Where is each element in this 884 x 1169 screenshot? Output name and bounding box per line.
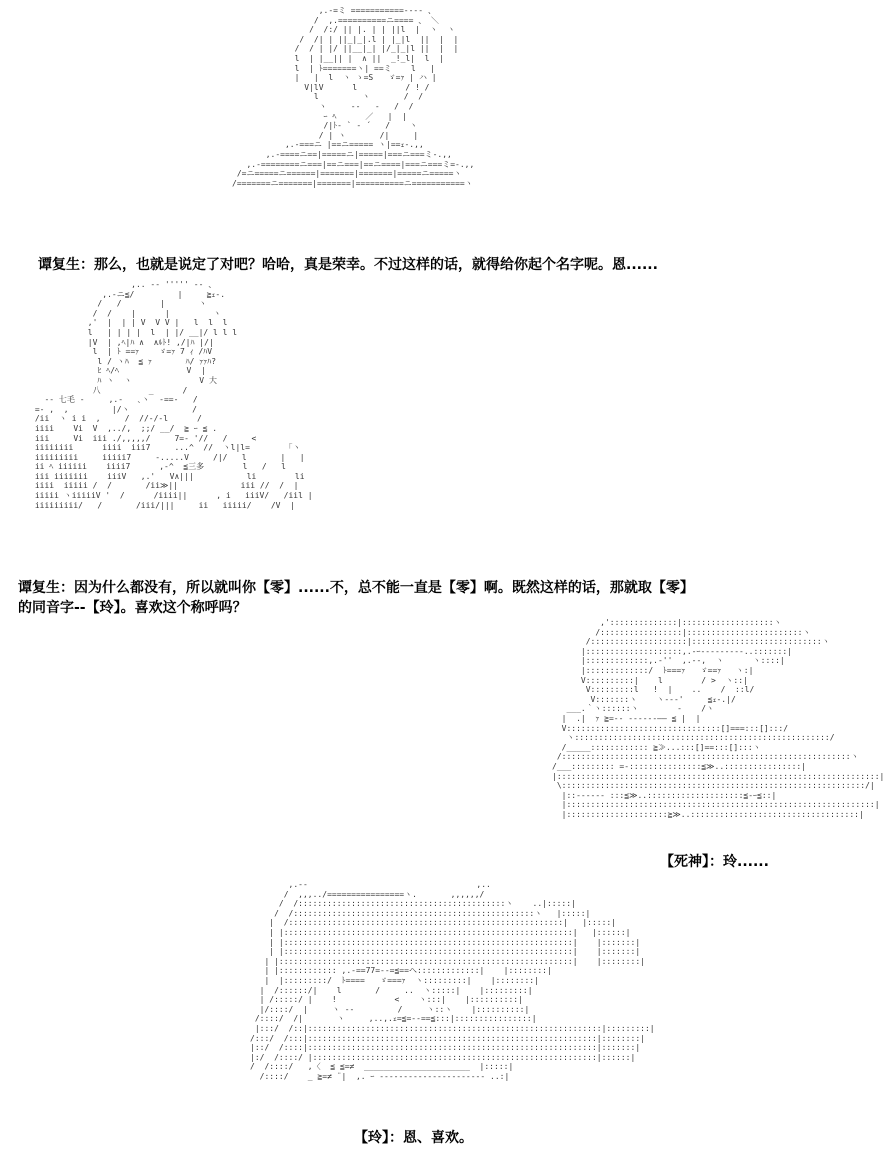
- dialogue-line-2b: 的同音字--【玲】。喜欢这个称呼吗？: [18, 600, 247, 616]
- ascii-art-shinigami: ,'::::::::::::::|:::::::::::::::::::ヽ /:::::::::::::::::|::::::::::::::::::::::::ヽ /::::::::::::::::::::|:::::::::::::::::::::::::::ヽ |::::::::::::::::::::,.-ｰ----‐‐‐‐-..:::::::| |:::::::::::::,.-'' ,.--, ヽ ヽ::::| |:::::::::::::/ ﾄ===ｧ ゞ==ｧ ヽ:| V::::::::::| l / > ヽ::| V:::::::::l ! | .. / ::l/ V:::::::ヽ ヽ--‐' ≦ｪ-.|/ ___.｀ヽ::::::ヽ - /ヽ | .| ｧ ≧=-‐ ----‐‐―― ≦ | | V::::::::::::::::::::::::::::::::[]===:::[]:::/ ヽ:::::::::::::::::::::::::::::::::::::::::::::::::::::/ /_____:::::::::::: ≧≫...:::[]==:::[]:::ヽ /::::::::::::::::::::::::::::::::::::::::::::::::::::::::::::ヽ /___::::::::: =-:::::::::::::::≦≫..::::::::::::::::| |:::::::::::::::::::::::::::::::::::::::::::::::::::::::::::::::::::| \:::::::::::::::::::::::::::::::::::::::::::::::::::::::::::::::/| |::------ :::≦≫..::::::::::::::::::::≦-ｰ≦::| |::::::::::::::::::::::::::::::::::::::::::::::::::::::::::::::::| |:::::::::::::::::::::≧≫..:::::::::::::::::::::::::::::::::::|: [552, 618, 884, 819]
- dialogue-line-1: 谭复生：那么，也就是说定了对吧？哈哈，真是荣幸。不过这样的话，就得给你起个名字呢。恩......: [38, 257, 658, 273]
- dialogue-line-3: 【死神】：玲......: [660, 854, 769, 870]
- ascii-art-tan-fusheng: ,.-=ミ ===========---- 、 / ,.==========ニ==== 、 ＼ / /:/ || |. | | ||l | ヽ ヽ / /| | ||_|_|.l | |_|l || | | / / | |/ ||__|_| |/_|_|l || | | l | |__|| | ∧ || _!_l| l | l | ﾄ=======ヽ| ==ミ l | | | l ヽ ゝ=S ゞ=ｧ | ハ | V|lV l / ! / l ヽ / / ヽ -- - / / ｰ ﾍ ／ | | /|ﾄ- ` ‐ ´ / ヽ / | ヽ /| | ,.-===ニ |==ニ===== ヽ|==ｪ-.,, ,.-====ニ==|=====ニ|=====|===ニ===ミ-.,, ,.-========ニ===|==ニ===|==ニ====|===ニ===ミ=-.,, /=ニ=====ニ======|=======|=======|=====ニ=====ヽ /=======ニ=======|=======|==========ニ===========ヽ: [232, 6, 475, 188]
- ascii-art-tan-fusheng-with-child: ,.. -‐ ''''' -- 、 ,.-ニ≦/ | ≧ｪ-. / / | ヽ / / | | ヽ ,' | | | V V V | l l l l | | | | l | |/ __|/ l l l |V | ,ﾍ|ﾊ ∧ ∧ﾙﾄ! ,/|ﾊ |/| l | ﾄ ==ｧ ゞ=ｧ 7 ｨ /ﾊV l / ヽﾊ ≦ ｧ ﾊ/ ｧｧﾊ? ﾋ ﾍ/ﾍ V | ﾊ ヽ ヽ V 大 八 _ / -- 七毛 - ,.- ､ヽ -==- / =- , , |/ヽ / /ii ヽ i i , / //-/-l / iiii Vi V ,../, ;;/ __/ ≧ ｰ ≦ . iii Vi iii ./,,,,,/ 7=‐ '// / < iiiiiiii iiii iii7 ...^ // ヽl|l= ｢ヽ iiiiiiiii iiiii7 ‐.....V /|/ l | | ii ﾍ iiiiii iiii7 ,-^ ≦三多 l / l iii iiiiiii iiiV ,.' V∧||| li li iiii iiiii / / /ii≫|| iii // / | iiiii ヽiiiiiV ' / /iiii|| , i iiiV/ /iil | iiiiiiiii/ / /iii/||| ii iiiii/ /V |: [34, 280, 313, 510]
- ascii-art-ling: ,.-‐ ,.. / ,,,../================ヽ. ,,,,,,/ / /:::::::::::::::::::::::::::::::::::::::::::ヽ ..|:::::| / /::::::::::::::::::::::::::::::::::::::::::::::::::ヽ |:::::| | /:::::::::::::::::::::::::::::::::::::::::::::::::::::::::| |:::::| | |::::::::::::::::::::::::::::::::::::::::::::::::::::::::::::| |::::::| | |::::::::::::::::::::::::::::::::::::::::::::::::::::::::::::| |:::::::| | |::::::::::::::::::::::::::::::::::::::::::::::::::::::::::::| |:::::::| | |:::::::::::::::::::::::::::::::::::::::::::::::::::::::::::::| |::::::::| | |:::::::::::: ,.-==77=--=≦==ヘ:::::::::::::| |::::::::| | |:::::::::/ ﾄ==== ゞ===ｧ ヽ:::::::::| |::::::::| | /::::::/| l / .. ヽ:::::| |:::::::::| | /:::::/ | ! < ヽ:::| |::::::::::| |/::::/ | ヽ -- / ヽ::ヽ |::::::::::| /::::/ /| ヽ ,..,.ｪ=≦=-‐==≦:::|::::::::::::::::| |:::/ /::|:::::::::::::::::::::::::::::::::::::::::::::::::::::::::::::|:::::::::| /:::/ /:::|::::::::::::::::::::::::::::::::::::::::::::::::::::::::::::|::::::::| |::/ /::::|::::::::::::::::::::::::::::::::::::::::::::::::::::::::::::|:::::::| |:/ /::::/ |:::::::::::::::::::::::::::::::::::::::::::::::::::::::::::|::::::| / /::::/ ,〈 ≦ ≦=≠ ______________________ |:::::| /::::/ _ ≧=≠ ¨| ,. ｰ ---------------------- ..:|: [250, 880, 655, 1081]
- dialogue-line-2a: 谭复生：因为什么都没有，所以就叫你【零】......不，总不能一直是【零】啊。既然这样的话，那就取【零】: [18, 580, 694, 596]
- dialogue-line-4: 【玲】：恩、喜欢。: [354, 1130, 473, 1146]
